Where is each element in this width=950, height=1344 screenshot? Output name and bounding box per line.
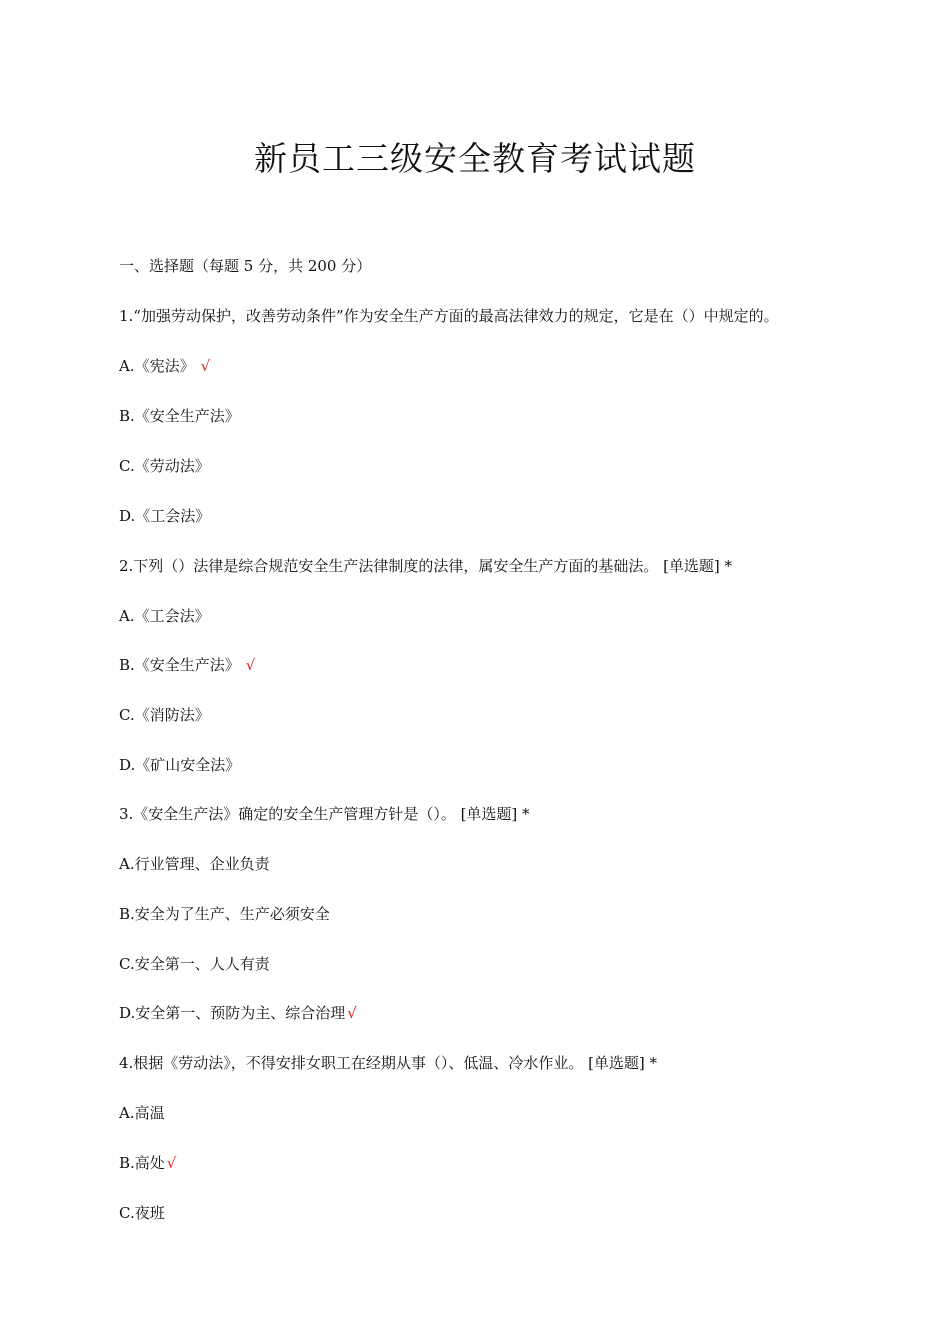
question-2-option-a: A.《工会法》	[119, 607, 210, 625]
question-3-option-a: A.行业管理、企业负责	[119, 855, 270, 873]
question-1-option-a	[119, 355, 210, 377]
question-1-option-b: B.《安全生产法》	[119, 407, 240, 425]
question-3-stem: 3.《安全生产法》确定的安全生产管理方针是（）。 [单选题] *	[119, 805, 530, 823]
question-2-option-d: D.《矿山安全法》	[119, 756, 241, 774]
section-heading: 一、选择题（每题 5 分，共 200 分）	[119, 257, 372, 275]
question-2-option-b	[119, 654, 255, 676]
correct-check-icon: √	[200, 357, 211, 375]
page-title: 新员工三级安全教育考试试题	[254, 139, 696, 178]
question-3-option-c: C.安全第一、人人有责	[119, 955, 270, 973]
correct-check-icon: √	[245, 656, 256, 674]
question-1-option-c: C.《劳动法》	[119, 457, 210, 475]
question-4-option-b	[119, 1152, 176, 1174]
correct-check-icon: √	[166, 1154, 177, 1172]
question-2-stem: 2.下列（）法律是综合规范安全生产法律制度的法律，属安全生产方面的基础法。 [单选题] *	[119, 557, 733, 575]
question-1-stem: 1.“加强劳动保护，改善劳动条件”作为安全生产方面的最高法律效力的规定，它是在（）中规定的。	[119, 307, 779, 325]
question-1-option-d: D.《工会法》	[119, 507, 211, 525]
question-3-option-b: B.安全为了生产、生产必须安全	[119, 905, 330, 923]
option-text: D.安全第一、预防为主、综合治理	[119, 1004, 346, 1022]
question-4-option-a: A.高温	[119, 1104, 165, 1122]
correct-check-icon: √	[347, 1004, 357, 1022]
option-text: A.《宪法》	[119, 357, 195, 375]
question-3-option-d	[119, 1002, 357, 1024]
question-4-stem: 4.根据《劳动法》，不得安排女职工在经期从事（）、低温、冷水作业。 [单选题] *	[119, 1054, 658, 1072]
option-text: B.《安全生产法》	[119, 656, 240, 674]
question-2-option-c: C.《消防法》	[119, 706, 210, 724]
option-text: B.高处	[119, 1154, 165, 1172]
question-4-option-c: C.夜班	[119, 1204, 165, 1222]
